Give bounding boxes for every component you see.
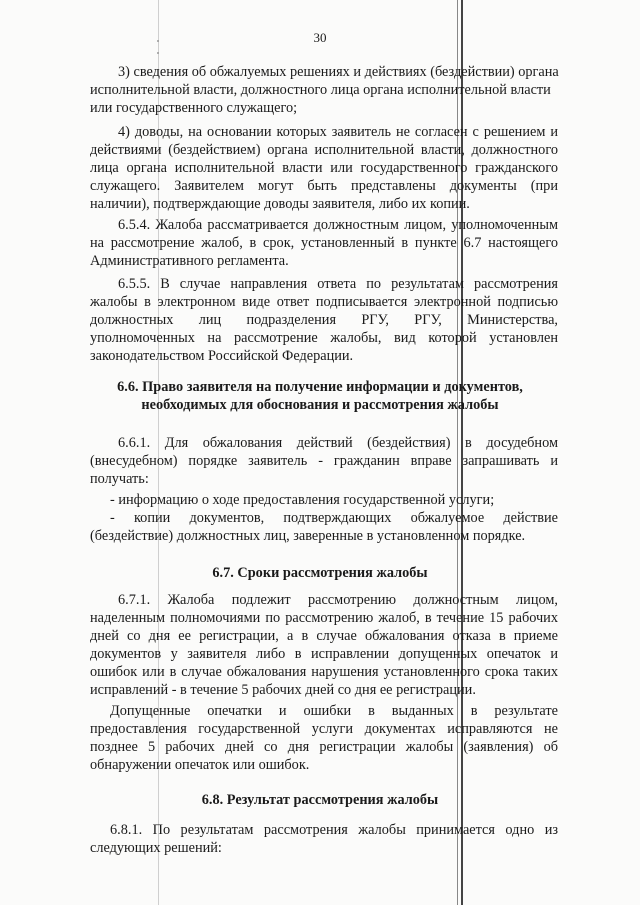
- body-line: на рассмотрение жалоб, в срок, установленный в пункте 6.7 настоящего: [90, 235, 558, 251]
- body-line: (внесудебном) порядке заявитель - гражданин вправе запрашивать и: [90, 453, 558, 469]
- body-line: наличии), подтверждающие доводы заявителя, либо их копии.: [90, 196, 470, 212]
- body-line: позднее 5 рабочих дней со дня регистрации жалобы (заявления) об: [90, 739, 558, 755]
- body-line: - информацию о ходе предоставления государственной услуги;: [110, 492, 495, 508]
- body-line: исполнительной власти, должностного лица органа исполнительной власти: [90, 82, 551, 98]
- body-line: Административного регламента.: [90, 253, 289, 269]
- body-line: 4) доводы, на основании которых заявитель не согласен с решением и: [118, 124, 558, 140]
- body-line: законодательством Российской Федерации.: [90, 348, 354, 364]
- body-line: ошибок или в случае обжалования нарушения установленного срока таких: [90, 664, 558, 680]
- body-line: наделенным полномочиями по рассмотрению жалоб, в течение 15 рабочих: [90, 610, 558, 626]
- body-line: получать:: [90, 471, 149, 487]
- section-heading: 6.7. Сроки рассмотрения жалобы: [212, 565, 428, 581]
- section-heading: необходимых для обоснования и рассмотрения жалобы: [141, 397, 499, 413]
- body-line: - копии документов, подтверждающих обжалуемое действие: [110, 510, 558, 526]
- body-line: (бездействие) должностных лиц, заверенные в установленном порядке.: [90, 528, 526, 544]
- body-line: дней со дня ее регистрации, а в случае обжалования отказа в приеме: [90, 628, 558, 644]
- body-line: 6.7.1. Жалоба подлежит рассмотрению должностным лицом,: [118, 592, 558, 608]
- body-line: Допущенные опечатки и ошибки в выданных в результате: [110, 703, 558, 719]
- body-line: 3) сведения об обжалуемых решениях и действиях (бездействии) органа: [118, 64, 559, 80]
- body-line: 6.5.5. В случае направления ответа по результатам рассмотрения: [118, 276, 558, 292]
- body-line: действиями (бездействием) органа исполнительной власти, должностного: [90, 142, 558, 158]
- body-line: 6.6.1. Для обжалования действий (бездействия) в досудебном: [118, 435, 558, 451]
- section-heading: 6.6. Право заявителя на получение информации и документов,: [117, 379, 523, 395]
- body-line: должностных лиц подразделения РГУ, РГУ, Министерства,: [90, 312, 558, 328]
- page-number: 30: [313, 30, 327, 45]
- body-line: следующих решений:: [90, 840, 222, 856]
- body-line: документов у заявителя либо в исправлении допущенных опечаток и: [90, 646, 558, 662]
- body-line: или государственного служащего;: [90, 100, 298, 116]
- scan-speck: [157, 52, 159, 54]
- body-line: обнаружении опечаток или ошибок.: [90, 757, 310, 773]
- body-line: исправлений - в течение 5 рабочих дней со дня ее регистрации.: [90, 682, 476, 698]
- body-line: жалобы в электронном виде ответ подписывается электронной подписью: [90, 294, 558, 310]
- body-line: служащего. Заявителем могут быть представлены документы (при: [90, 178, 558, 194]
- body-line: 6.5.4. Жалоба рассматривается должностным лицом, уполномоченным: [118, 217, 558, 233]
- body-line: уполномоченных на рассмотрение жалобы, вид которой установлен: [90, 330, 558, 346]
- body-line: лица органа исполнительной власти или государственного гражданского: [90, 160, 558, 176]
- section-heading: 6.8. Результат рассмотрения жалобы: [201, 792, 439, 808]
- body-line: предоставления государственной услуги документах исправляются не: [90, 721, 558, 737]
- body-line: 6.8.1. По результатам рассмотрения жалобы принимается одно из: [110, 822, 558, 838]
